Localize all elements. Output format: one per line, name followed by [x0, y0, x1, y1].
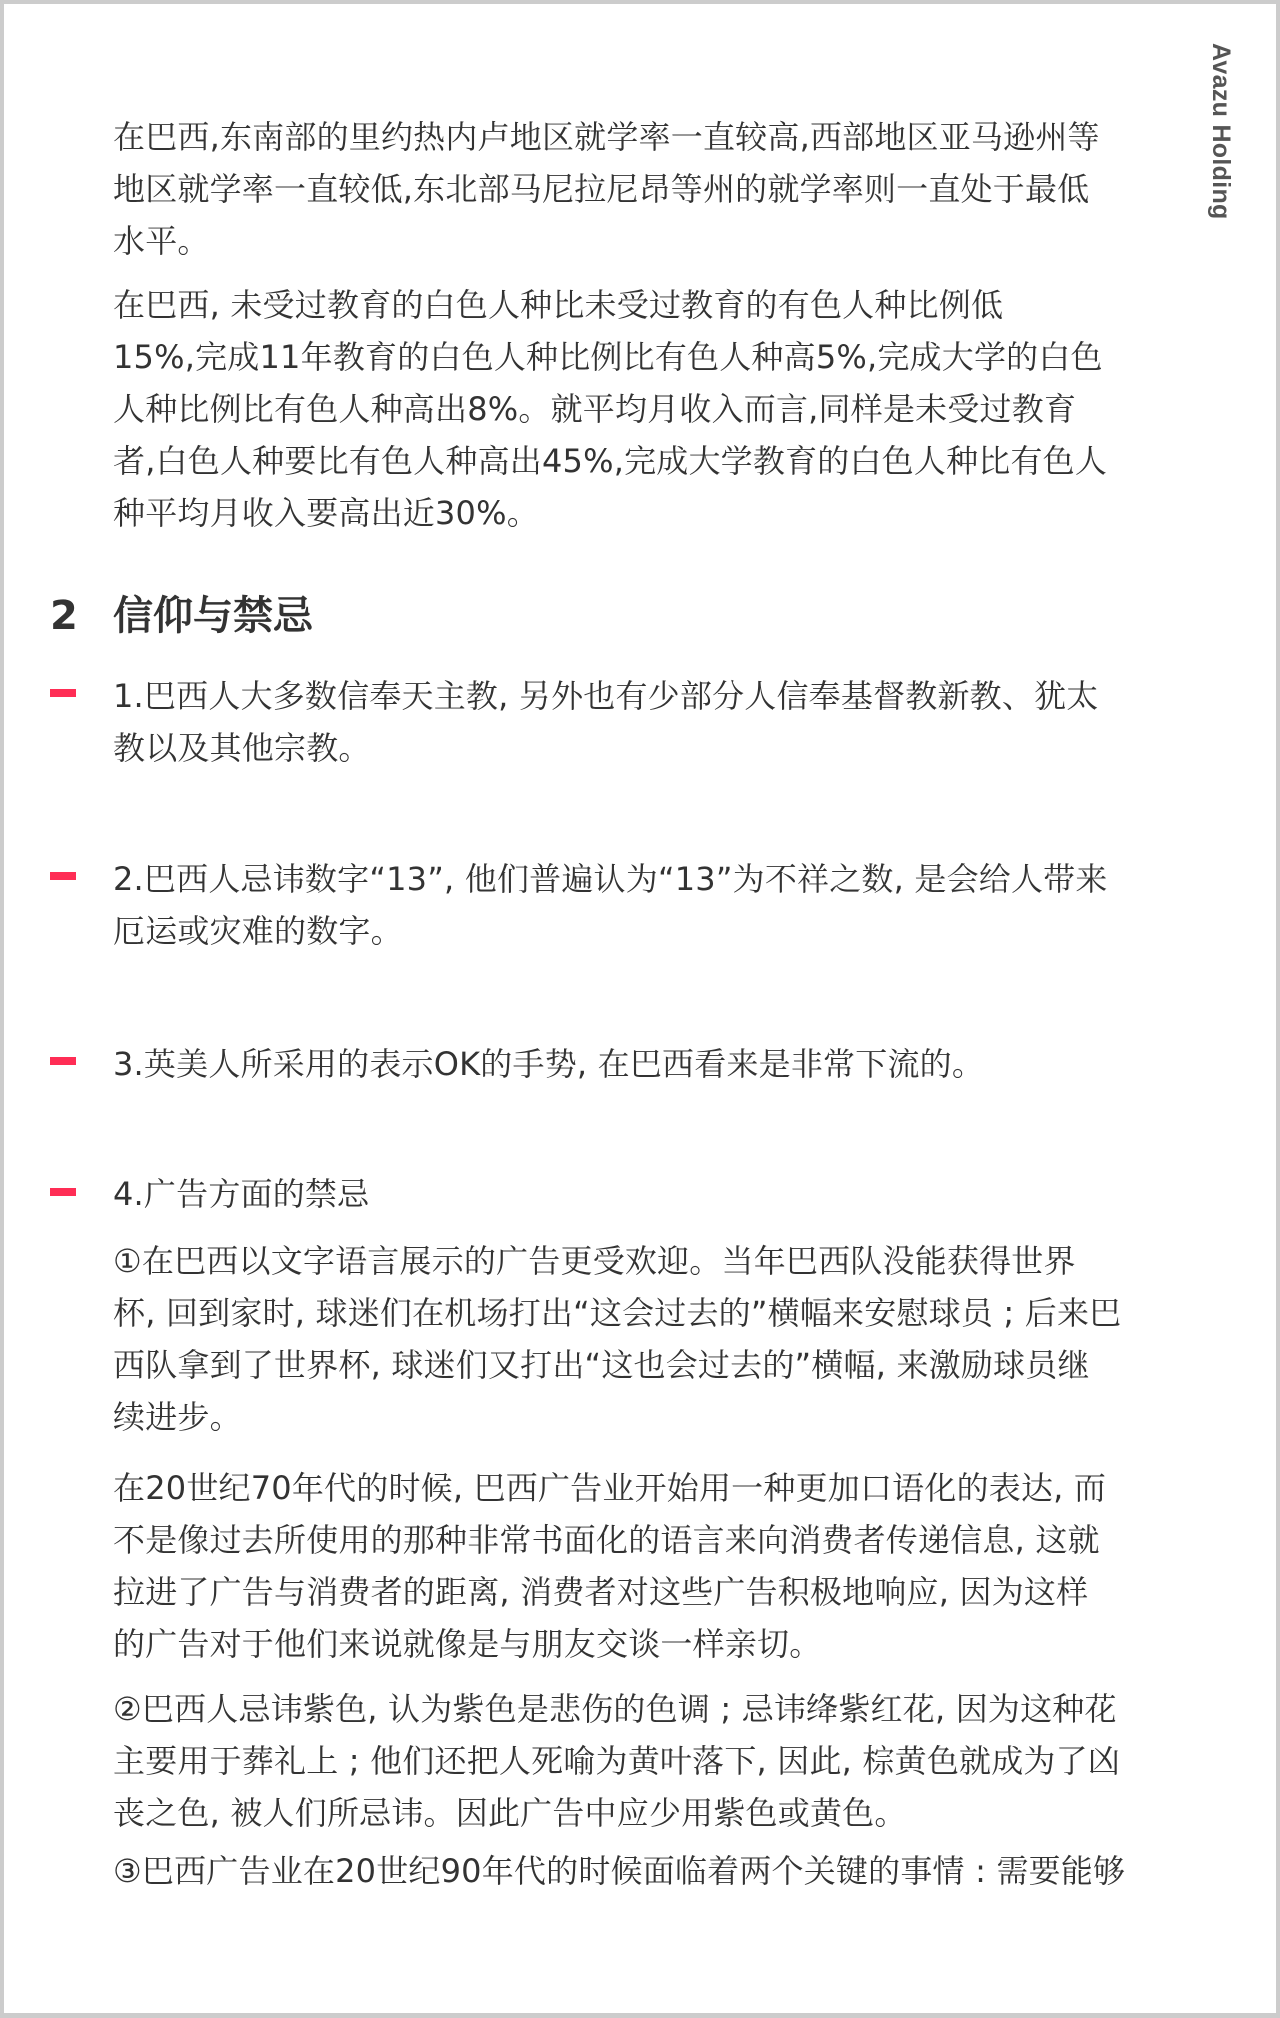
text-line: ③巴西广告业在20世纪90年代的时候面临着两个关键的事情 : 需要能够 [113, 1852, 1126, 1890]
text-line: ①在巴西以文字语言展示的广告更受欢迎。当年巴西队没能获得世界 [113, 1242, 1076, 1280]
text-line: 续进步。 [113, 1398, 242, 1436]
text-line: 丧之色, 被人们所忌讳。因此广告中应少用紫色或黄色。 [113, 1794, 907, 1832]
section-title: 信仰与禁忌 [113, 593, 313, 639]
text-line: 4.广告方面的禁忌 [113, 1175, 370, 1213]
intro-paragraph-2 [113, 279, 1188, 539]
text-line: 3.英美人所采用的表示OK的手势, 在巴西看来是非常下流的。 [113, 1045, 985, 1083]
text-line: 在巴西, 未受过教育的白色人种比未受过教育的有色人种比例低 [113, 286, 1004, 324]
brand-label: Avazu Holding [1207, 43, 1235, 220]
ad-taboo-paragraph-3 [113, 1683, 1188, 1839]
bullet-dash-icon [50, 872, 76, 880]
bullet-dash-icon [50, 1188, 76, 1196]
text-line: 杯, 回到家时, 球迷们在机场打出“这会过去的”横幅来安慰球员 ; 后来巴 [113, 1294, 1122, 1332]
text-line: 教以及其他宗教。 [113, 729, 371, 767]
text-line: 在巴西,东南部的里约热内卢地区就学率一直较高,西部地区亚马逊州等 [113, 118, 1100, 156]
text-line: 2.巴西人忌讳数字“13”, 他们普遍认为“13”为不祥之数, 是会给人带来 [113, 860, 1108, 898]
text-line: ②巴西人忌讳紫色, 认为紫色是悲伤的色调 ; 忌讳绛紫红花, 因为这种花 [113, 1690, 1117, 1728]
section-heading [50, 588, 313, 644]
text-line: 主要用于葬礼上 ; 他们还把人死喻为黄叶落下, 因此, 棕黄色就成为了凶 [113, 1742, 1121, 1780]
text-line: 拉进了广告与消费者的距离, 消费者对这些广告积极地响应, 因为这样 [113, 1573, 1089, 1611]
bullet-item-1 [113, 670, 1188, 774]
text-line: 的广告对于他们来说就像是与朋友交谈一样亲切。 [113, 1625, 822, 1663]
text-line: 厄运或灾难的数字。 [113, 912, 403, 950]
ad-taboo-paragraph-2 [113, 1462, 1188, 1670]
bullet-dash-icon [50, 689, 76, 697]
text-line: 者,白色人种要比有色人种高出45%,完成大学教育的白色人种比有色人 [113, 442, 1108, 480]
bullet-item-3 [113, 1038, 1188, 1090]
text-line: 15%,完成11年教育的白色人种比例比有色人种高5%,完成大学的白色 [113, 338, 1103, 376]
text-line: 不是像过去所使用的那种非常书面化的语言来向消费者传递信息, 这就 [113, 1521, 1100, 1559]
text-line: 在20世纪70年代的时候, 巴西广告业开始用一种更加口语化的表达, 而 [113, 1469, 1107, 1507]
text-line: 水平。 [113, 222, 210, 260]
bullet-dash-icon [50, 1057, 76, 1065]
text-line: 西队拿到了世界杯, 球迷们又打出“这也会过去的”横幅, 来激励球员继 [113, 1346, 1090, 1384]
ad-taboo-paragraph-1 [113, 1235, 1188, 1443]
section-number: 2 [50, 593, 78, 639]
intro-paragraph-1 [113, 111, 1188, 267]
ad-taboo-paragraph-4 [113, 1845, 1188, 1897]
text-line: 种平均月收入要高出近30%。 [113, 494, 539, 532]
text-line: 1.巴西人大多数信奉天主教, 另外也有少部分人信奉基督教新教、犹太 [113, 677, 1099, 715]
text-line: 地区就学率一直较低,东北部马尼拉尼昂等州的就学率则一直处于最低 [113, 170, 1090, 208]
bullet-item-2 [113, 853, 1188, 957]
bullet-item-4 [113, 1168, 1188, 1220]
text-line: 人种比例比有色人种高出8%。就平均月收入而言,同样是未受过教育 [113, 390, 1077, 428]
